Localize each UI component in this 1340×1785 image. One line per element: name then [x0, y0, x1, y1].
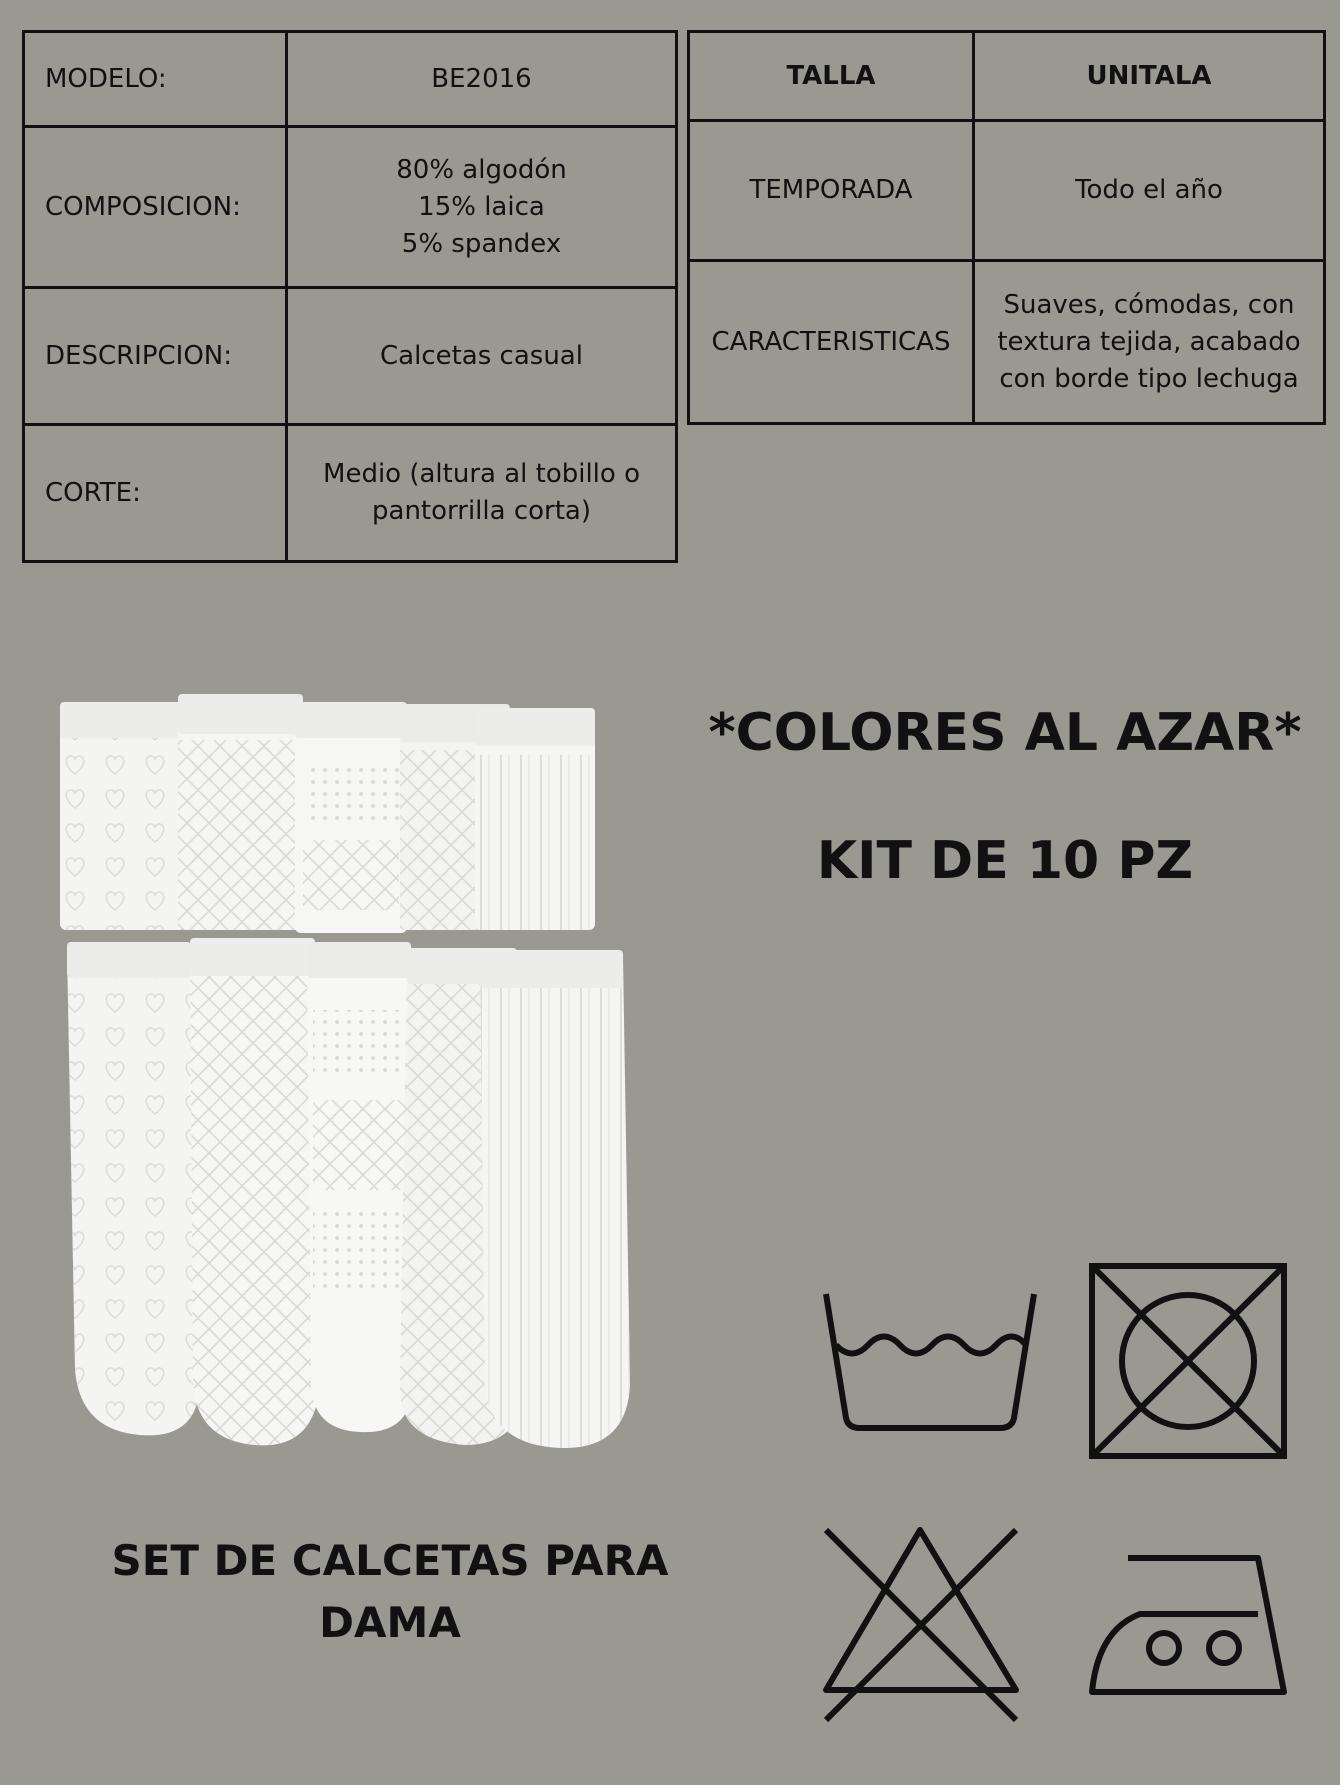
spec-row-talla: [689, 32, 1325, 121]
random-colors-notice: *COLORES AL AZAR*: [708, 703, 1302, 763]
spec-value: 80% algodón 15% laica 5% spandex: [287, 127, 677, 288]
sock-bottom-2: [190, 938, 320, 1445]
spec-value: Medio (altura al tobillo o pantorrilla corta): [287, 425, 677, 562]
spec-label: CARACTERISTICAS: [689, 261, 974, 424]
sock-bottom-3: [307, 942, 413, 1432]
spec-value: Calcetas casual: [287, 288, 677, 425]
spec-label: TEMPORADA: [689, 121, 974, 261]
spec-label: MODELO:: [24, 32, 287, 127]
spec-row-temporada: [689, 121, 1325, 261]
product-title: SET DE CALCETAS PARA DAMA: [111, 1536, 669, 1647]
sock-bottom-1: [67, 942, 200, 1435]
spec-row-composicion: [24, 127, 677, 288]
spec-row-corte: [24, 425, 677, 562]
wash-basin-icon: [820, 1290, 1040, 1435]
sock-bottom-5: [480, 950, 630, 1448]
spec-table-right: [687, 30, 1326, 425]
spec-table-left: [22, 30, 678, 563]
sock-top-2: [178, 694, 303, 930]
spec-label: COMPOSICION:: [24, 127, 287, 288]
iron-medium-icon: [1088, 1552, 1288, 1697]
spec-row-caracteristicas: [689, 261, 1325, 424]
sock-top-1: [60, 702, 185, 930]
spec-label: CORTE:: [24, 425, 287, 562]
spec-header-label: TALLA: [689, 32, 974, 121]
sock-top-3: [295, 702, 407, 933]
spec-header-value: UNITALA: [974, 32, 1325, 121]
spec-value: Suaves, cómodas, con textura tejida, acabado con borde tipo lechuga: [974, 261, 1325, 424]
spec-value: BE2016: [287, 32, 677, 127]
white-socks-photo: [55, 680, 675, 1450]
no-bleach-icon: [820, 1522, 1025, 1727]
no-tumble-dry-icon: [1088, 1262, 1288, 1460]
spec-row-modelo: [24, 32, 677, 127]
spec-label: DESCRIPCION:: [24, 288, 287, 425]
spec-value: Todo el año: [974, 121, 1325, 261]
sock-top-5: [475, 708, 595, 930]
spec-row-descripcion: [24, 288, 677, 425]
kit-quantity: KIT DE 10 PZ: [816, 831, 1194, 891]
